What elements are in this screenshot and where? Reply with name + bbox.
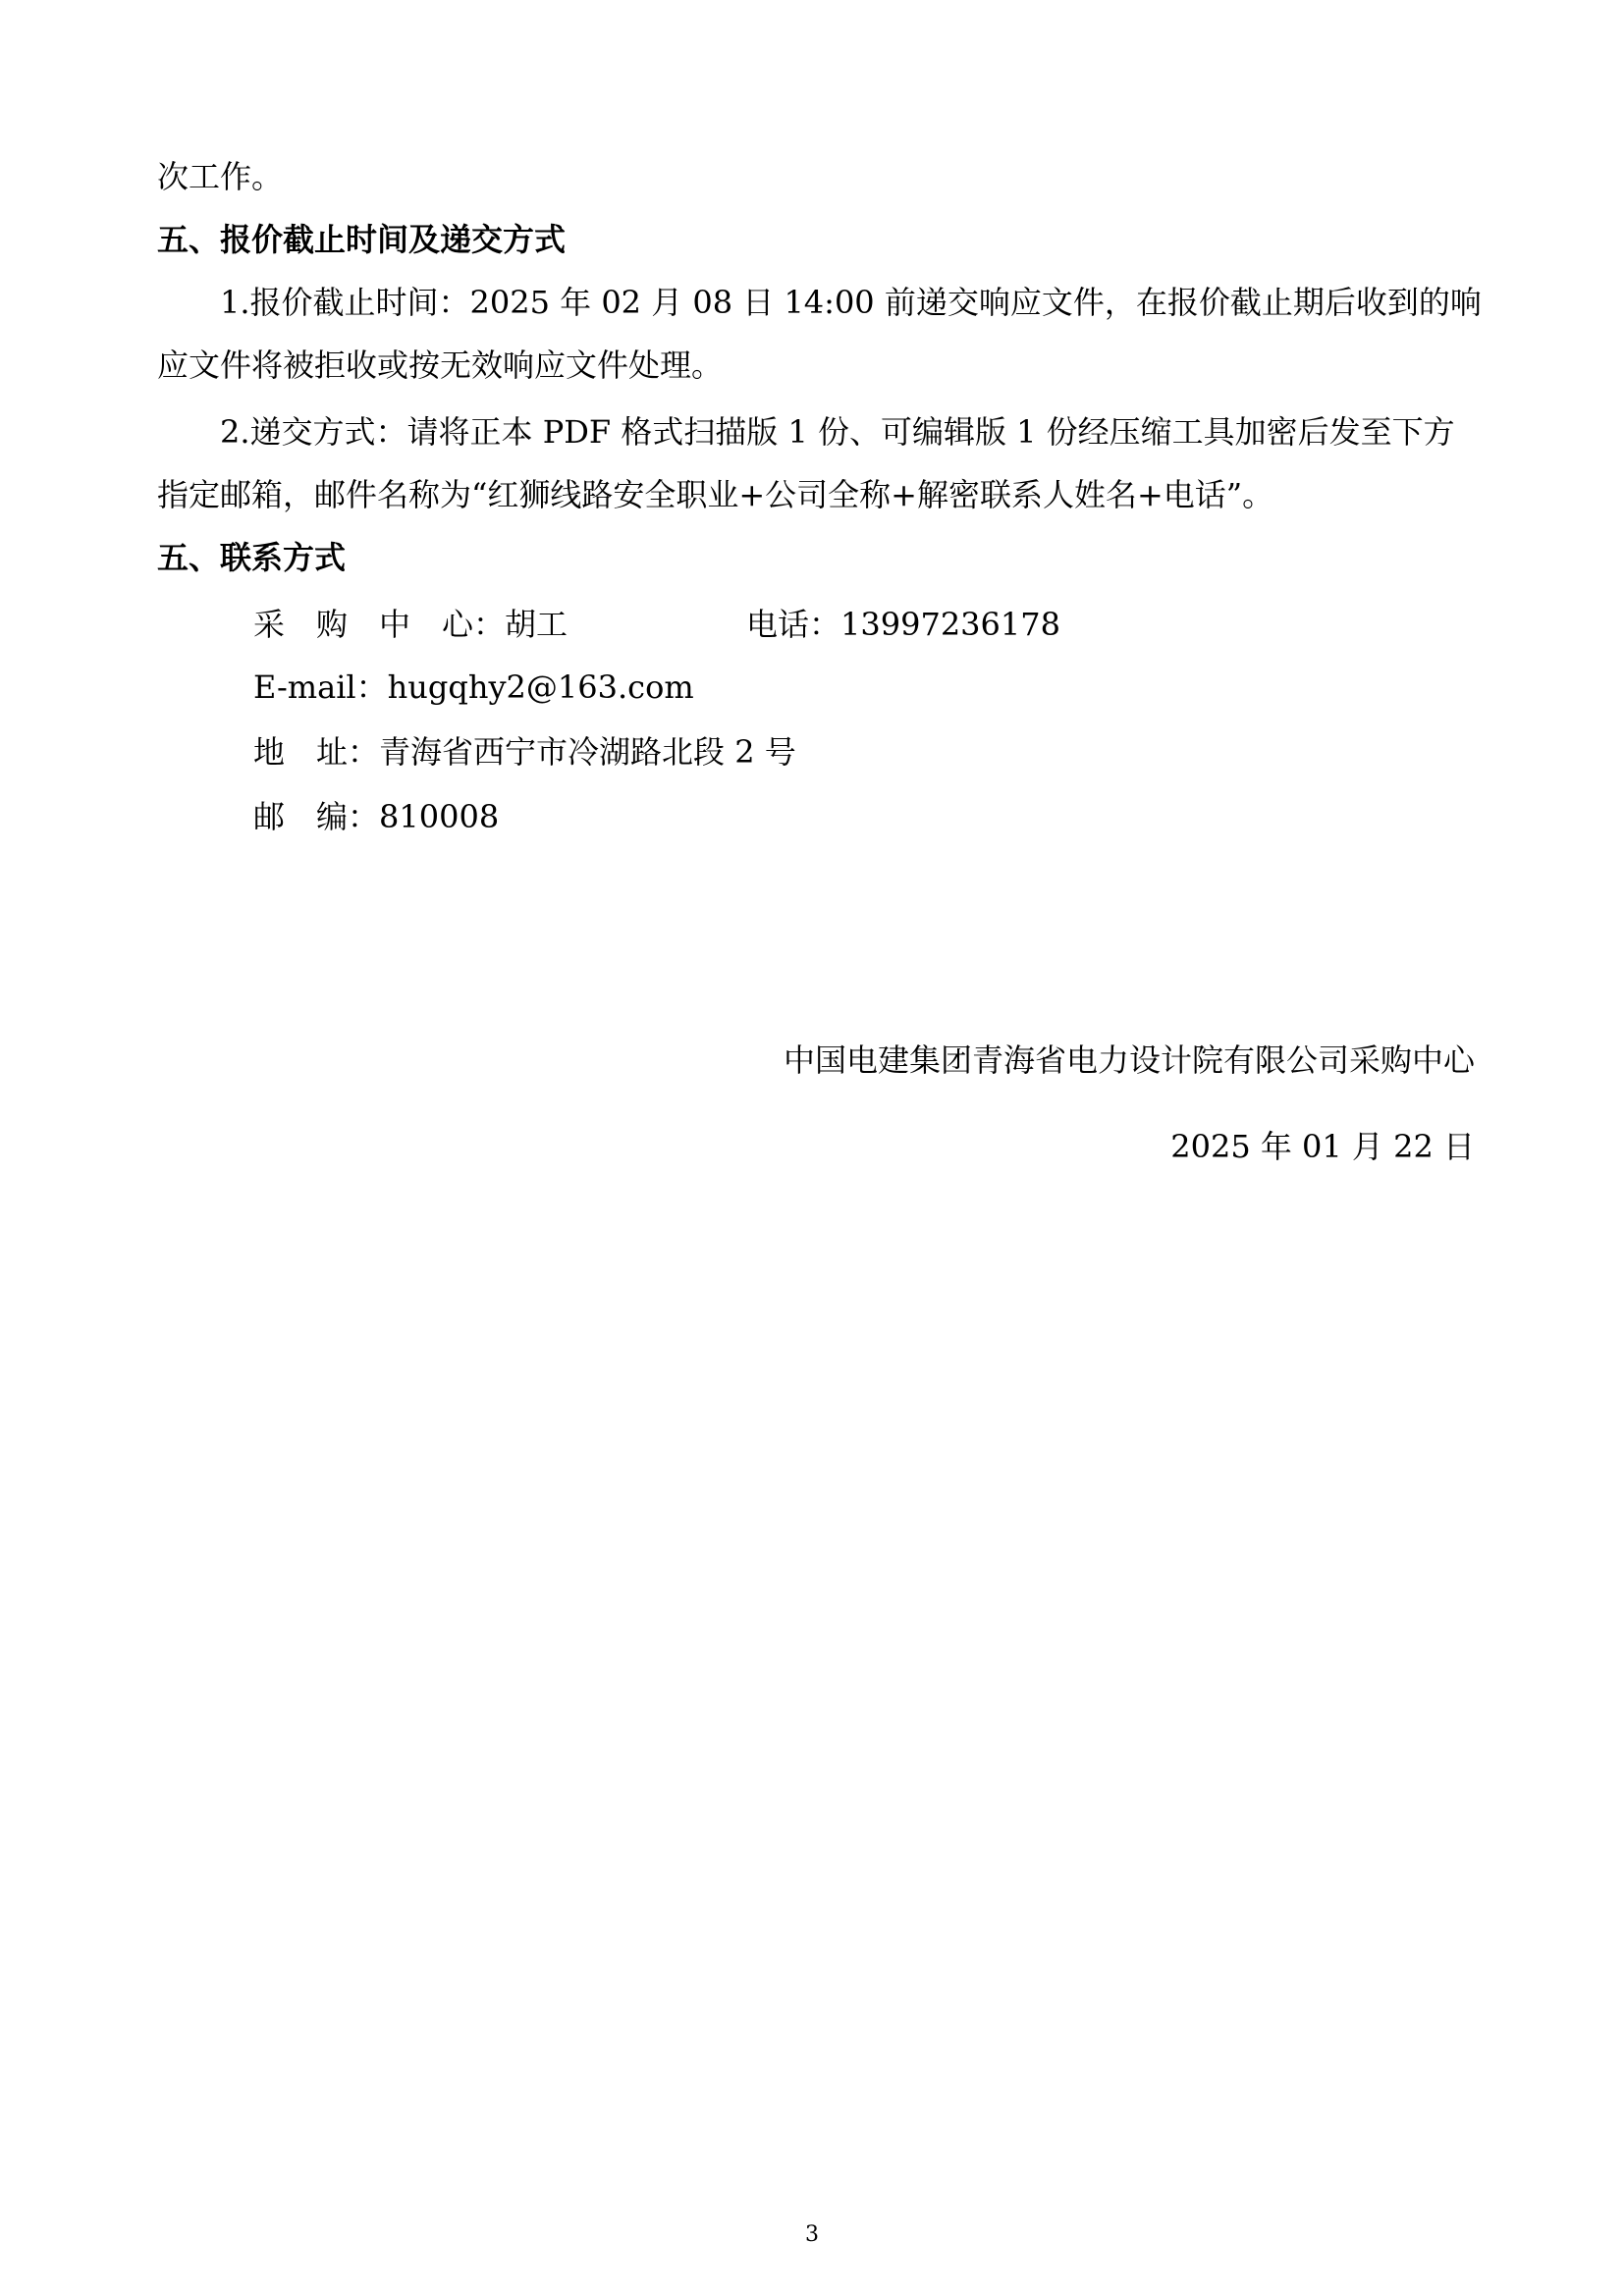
- contact-email-row: [253, 667, 694, 707]
- signature-date: 2025 年 01 月 22 日: [1170, 1128, 1475, 1165]
- contact-center-value: 胡工: [505, 606, 568, 643]
- page-number: 3: [805, 2222, 819, 2247]
- deadline-item1-line1: 1.报价截止时间：2025 年 02 月 08 日 14:00 前递交响应文件，在报价截止期后收到的响: [220, 284, 1482, 321]
- signature-organization: 中国电建集团青海省电力设计院有限公司采购中心: [783, 1041, 1475, 1079]
- section-heading-contact: 五、联系方式: [157, 539, 347, 576]
- contact-postcode-row: [253, 797, 499, 836]
- contact-phone-label: 电话：: [746, 606, 841, 643]
- deadline-item2-line1: 2.递交方式：请将正本 PDF 格式扫描版 1 份、可编辑版 1 份经压缩工具加密后发至下方: [220, 413, 1455, 451]
- contact-email-label: E-mail：: [253, 668, 388, 706]
- contact-postcode-label: 邮 编：: [253, 798, 380, 835]
- contact-address-row: [253, 732, 796, 772]
- contact-phone-row: [746, 605, 1060, 644]
- contact-address-label: 地 址：: [253, 733, 380, 771]
- contact-phone-value: 13997236178: [840, 606, 1060, 643]
- contact-postcode-value: 810008: [379, 798, 500, 835]
- continuation-text: 次工作。: [157, 158, 284, 195]
- deadline-item2-line2: 指定邮箱，邮件名称为“红狮线路安全职业+公司全称+解密联系人姓名+电话”。: [157, 476, 1274, 513]
- section-heading-deadline: 五、报价截止时间及递交方式: [157, 221, 567, 258]
- deadline-item1-line2: 应文件将被拒收或按无效响应文件处理。: [157, 347, 724, 384]
- contact-center-label: 采 购 中 心：: [253, 606, 506, 643]
- contact-address-value: 青海省西宁市冷湖路北段 2 号: [379, 733, 796, 771]
- contact-email-value: hugqhy2@163.com: [387, 668, 694, 706]
- contact-center-row: [253, 605, 568, 644]
